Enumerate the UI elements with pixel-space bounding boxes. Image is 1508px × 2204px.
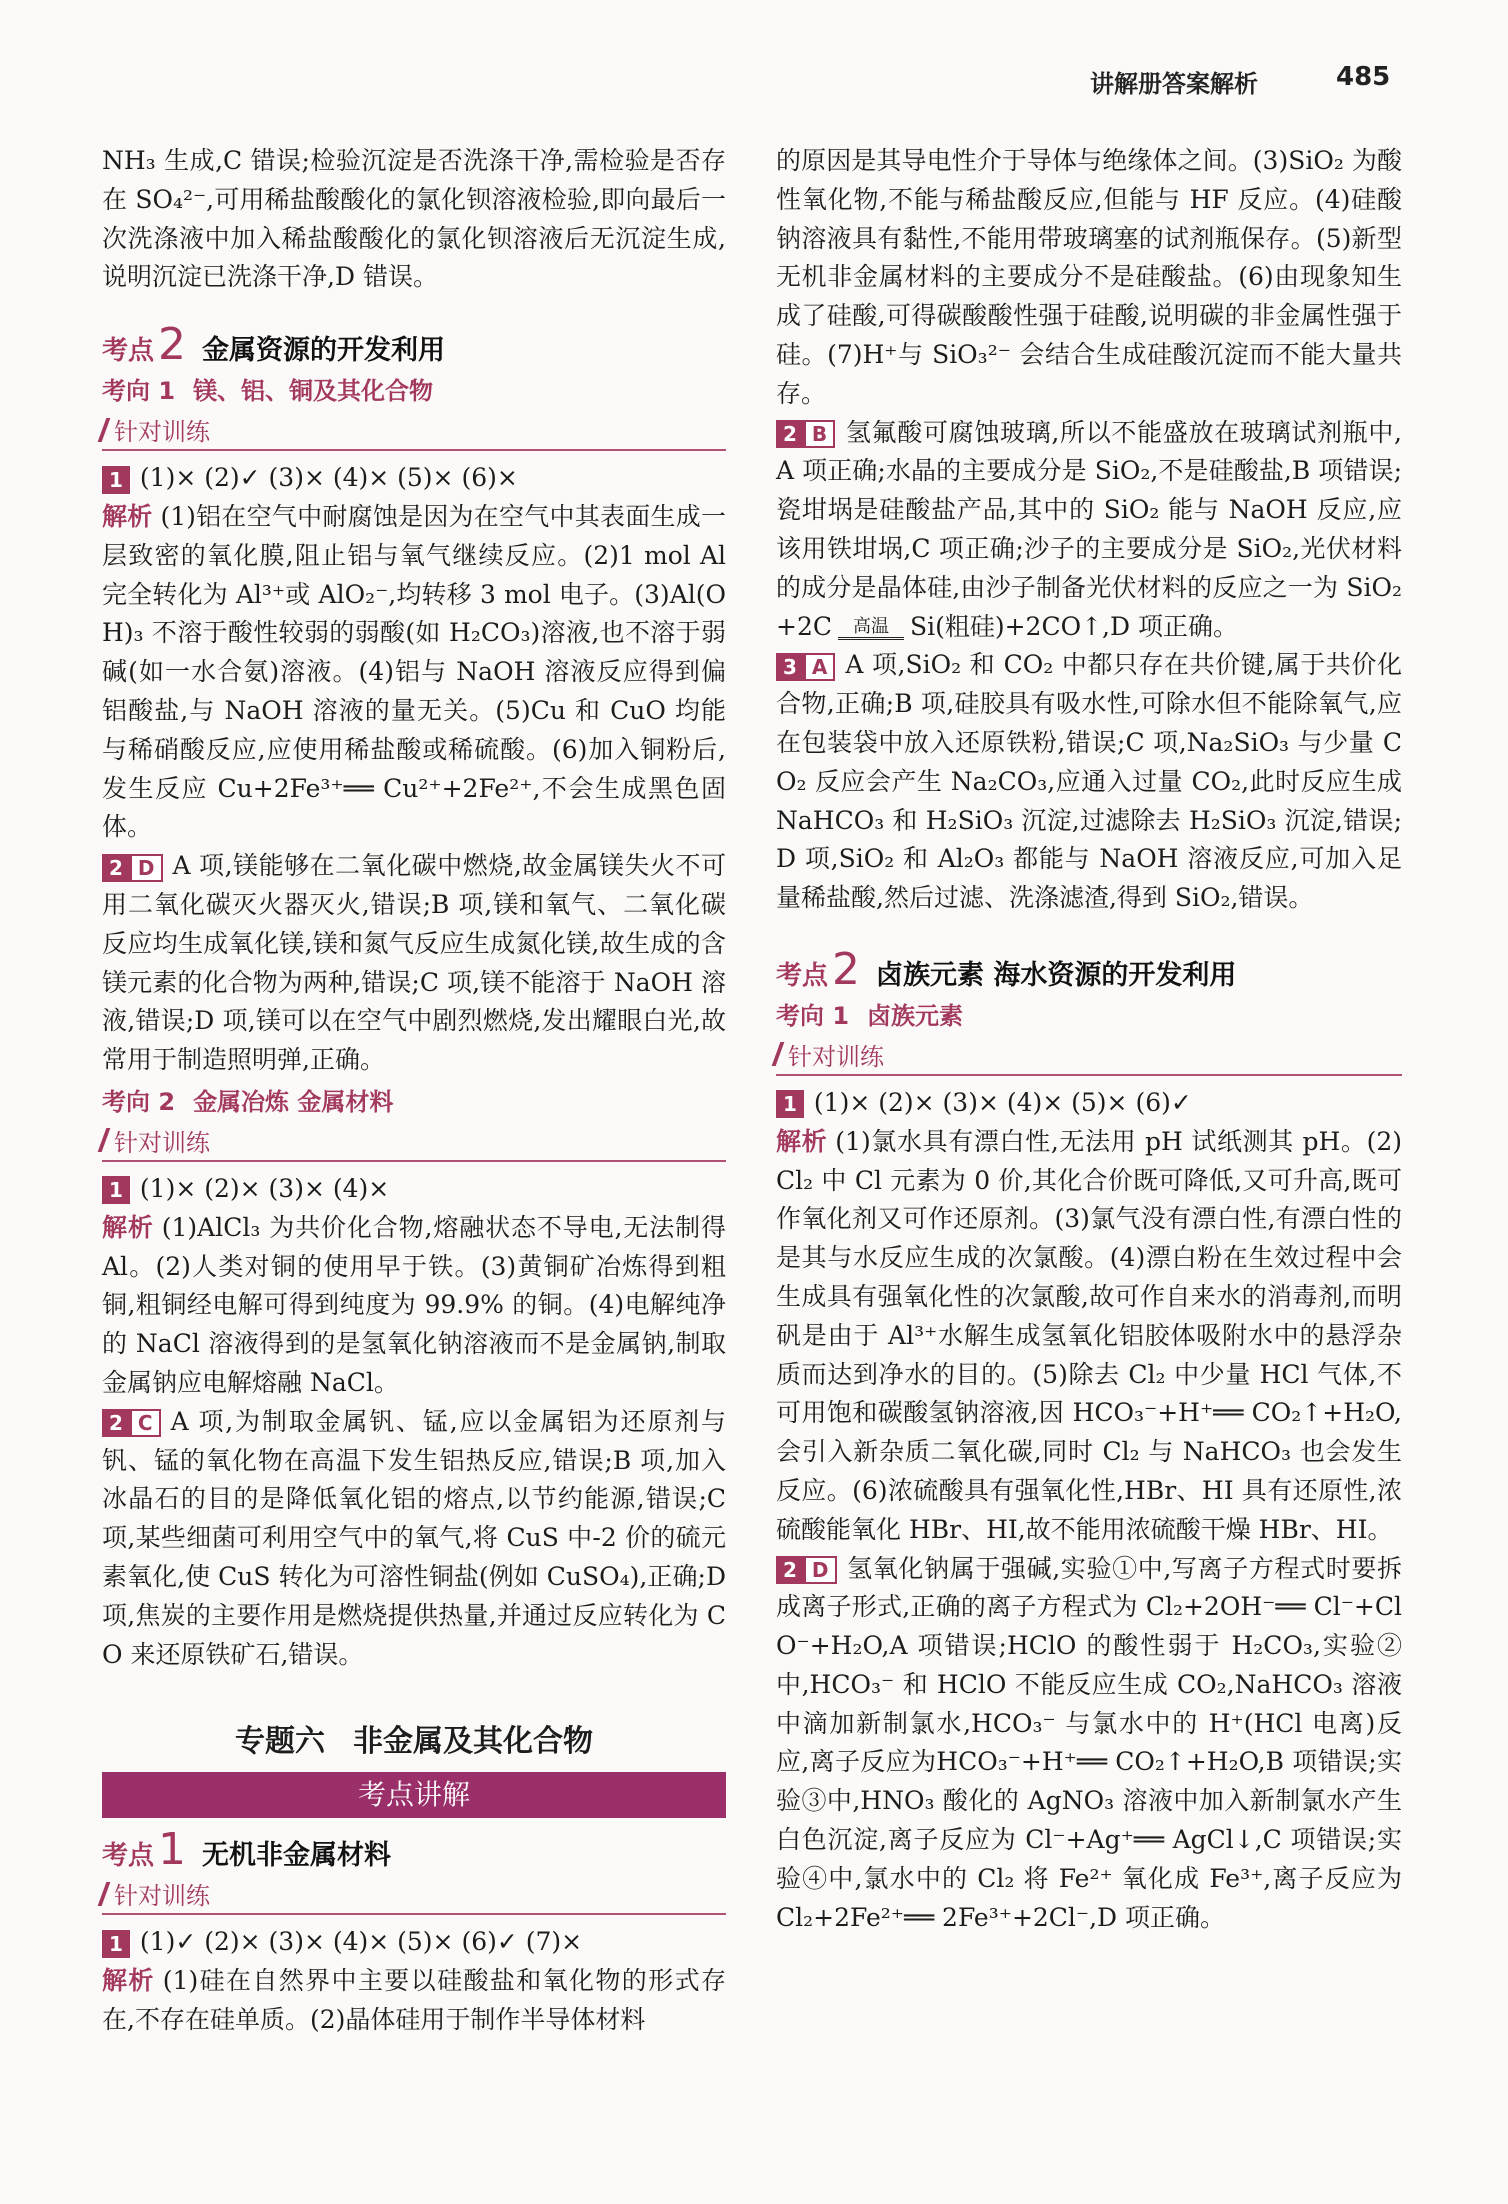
topic-number: 2	[832, 943, 861, 995]
question-badge	[102, 854, 163, 882]
question-badge	[102, 1176, 130, 1204]
topic-title: 卤族元素 海水资源的开发利用	[876, 959, 1237, 991]
training-heading	[776, 1037, 1402, 1076]
training-label: 针对训练	[788, 1042, 884, 1071]
answer-letter: C	[130, 1409, 161, 1437]
topic-tag: 考点	[102, 1841, 155, 1872]
direction-number: 考向 1	[776, 1001, 850, 1030]
question-text: A 项,镁能够在二氧化碳中燃烧,故金属镁失火不可用二氧化碳灭火器灭火,错误;B 项,镁和氧气、二氧化碳反应均生成氧化镁,镁和氮气反应生成氮化镁,故生成的含镁元素的化合物为两种,错误;C 项,镁不能溶于 NaOH 溶液,错误;D 项,镁可以在空气中剧烈燃烧,发出耀眼白光,故常用于制造照明弹,正确。	[102, 851, 726, 1075]
question-paragraph	[102, 847, 726, 1080]
topic-heading	[102, 1824, 726, 1876]
question-badge	[102, 1930, 130, 1958]
section-banner: 考点讲解	[102, 1772, 726, 1818]
answer-letter: D	[130, 854, 163, 882]
training-heading	[102, 1123, 726, 1162]
page-number: 485	[1336, 62, 1391, 92]
question-badge	[776, 1556, 837, 1584]
left-column	[102, 142, 726, 2040]
question-answers	[102, 459, 726, 498]
topic-title: 无机非金属材料	[202, 1840, 392, 1872]
special-topic-number: 专题六	[235, 1724, 325, 1760]
topic-heading	[776, 943, 1402, 995]
slash-icon	[98, 1128, 111, 1152]
answer-letter: A	[804, 653, 835, 681]
question-answers	[102, 1923, 726, 1962]
training-label: 针对训练	[114, 1882, 210, 1911]
question-paragraph	[776, 646, 1402, 918]
topic-tag: 考点	[102, 336, 155, 367]
question-badge	[776, 1090, 804, 1118]
question-text: A 项,为制取金属钒、锰,应以金属铝为还原剂与钒、锰的氧化物在高温下发生铝热反应,错误;B 项,加入冰晶石的目的是降低氧化铝的熔点,以节约能源,错误;C 项,某些细菌可利用空气中的氧气,将 CuS 中-2 价的硫元素氧化,使 CuS 转化为可溶性铜盐(例如 CuSO₄),正确;D 项,焦炭的主要作用是燃烧提供热量,并通过反应转化为 CO 来还原铁矿石,错误。	[102, 1406, 726, 1669]
explanation-text: (1)硅在自然界中主要以硅酸盐和氧化物的形式存在,不存在硅单质。(2)晶体硅用于制作半导体材料	[102, 1966, 726, 2034]
condition-label: 高温	[852, 615, 889, 637]
question-number: 1	[102, 466, 130, 494]
training-label: 针对训练	[114, 418, 210, 447]
question-number: 2	[102, 854, 130, 882]
question-number: 2	[776, 1556, 804, 1584]
direction-title: 卤族元素	[867, 1001, 964, 1030]
question-number: 1	[102, 1176, 130, 1204]
explanation-text: (1)铝在空气中耐腐蚀是因为在空气中其表面生成一层致密的氧化膜,阻止铝与氧气继续反应。(2)1 mol Al 完全转化为 Al³⁺或 AlO₂⁻,均转移 3 mol 电子。(3)Al(OH)₃ 不溶于酸性较弱的弱酸(如 H₂CO₃)溶液,也不溶于弱碱(如一水合氨)溶液。(4)铝与 NaOH 溶液反应得到偏铝酸盐,与 NaOH 溶液的量无关。(5)Cu 和 CuO 均能与稀硝酸反应,应使用稀盐酸或稀硫酸。(6)加入铜粉后,发生反应 Cu+2Fe³⁺══ Cu²⁺+2Fe²⁺,不会生成黑色固体。	[102, 501, 726, 842]
answer-letter: B	[804, 420, 835, 448]
reaction-condition	[838, 617, 904, 640]
explanation-text: (1)氯水具有漂白性,无法用 pH 试纸测其 pH。(2)Cl₂ 中 Cl 元素为 0 价,其化合价既可降低,又可升高,既可作氧化剂又可作还原剂。(3)氯气没有漂白性,有漂白性的是其与水反应生成的次氯酸。(4)漂白粉在生效过程中会生成具有强氧化性的次氯酸,故可作自来水的消毒剂,而明矾是由于 Al³⁺水解生成氢氧化铝胶体吸附水中的悬浮杂质而达到净水的目的。(5)除去 Cl₂ 中少量 HCl 气体,不可用饱和碳酸氢钠溶液,因 HCO₃⁻+H⁺══ CO₂↑+H₂O,会引入新杂质二氧化碳,同时 Cl₂ 与 NaHCO₃ 也会发生反应。(6)浓硫酸具有强氧化性,HBr、HI 具有还原性,浓硫酸能氧化 HBr、HI,故不能用浓硫酸干燥 HBr、HI。	[776, 1126, 1402, 1544]
answer-list: (1)✓ (2)× (3)× (4)× (5)× (6)✓ (7)×	[139, 1927, 583, 1957]
question-badge	[776, 653, 835, 681]
running-header: 讲解册答案解析	[1090, 70, 1258, 98]
direction-title: 金属冶炼 金属材料	[193, 1087, 394, 1116]
continued-paragraph: 的原因是其导电性介于导体与绝缘体之间。(3)SiO₂ 为酸性氧化物,不能与稀盐酸反应,但能与 HF 反应。(4)硅酸钠溶液具有黏性,不能用带玻璃塞的试剂瓶保存。(5)新型无机非金属材料的主要成分不是硅酸盐。(6)由现象知生成了硅酸,可得碳酸酸性强于硅酸,说明碳的非金属性强于硅。(7)H⁺与 SiO₃²⁻ 会结合生成硅酸沉淀而不能大量共存。	[776, 146, 1402, 408]
training-label: 针对训练	[114, 1128, 210, 1157]
question-number: 1	[102, 1930, 130, 1958]
explanation-paragraph	[102, 1962, 726, 2040]
topic-tag: 考点	[776, 960, 829, 991]
question-paragraph	[776, 414, 1402, 647]
slash-icon	[98, 418, 111, 442]
explanation-paragraph	[776, 1123, 1402, 1550]
direction-number: 考向 2	[102, 1087, 176, 1116]
explanation-label: 解析	[776, 1126, 828, 1156]
direction-heading	[102, 1082, 726, 1117]
direction-number: 考向 1	[102, 377, 176, 406]
question-badge	[776, 420, 835, 448]
question-number: 2	[776, 420, 804, 448]
explanation-paragraph	[102, 498, 726, 847]
intro-paragraph: NH₃ 生成,C 错误;检验沉淀是否洗涤干净,需检验是否存在 SO₄²⁻,可用稀盐酸酸化的氯化钡溶液检验,即向最后一次洗涤液中加入稀盐酸酸化的氯化钡溶液后无沉淀生成,说明沉淀已洗涤干净,D 错误。	[102, 146, 726, 292]
explanation-label: 解析	[102, 1966, 155, 1996]
direction-heading	[102, 371, 726, 406]
topic-number: 1	[158, 1824, 187, 1876]
question-badge	[102, 466, 130, 494]
question-paragraph	[102, 1403, 726, 1675]
topic-number: 2	[158, 319, 187, 371]
explanation-paragraph	[102, 1209, 726, 1403]
right-column	[776, 142, 1402, 1937]
question-badge	[102, 1409, 161, 1437]
special-topic-title	[102, 1716, 726, 1760]
direction-heading	[776, 996, 1402, 1031]
question-text-continued: Si(粗硅)+2CO↑,D 项正确。	[909, 611, 1238, 641]
question-answers	[776, 1084, 1402, 1123]
question-text: 氢氟酸可腐蚀玻璃,所以不能盛放在玻璃试剂瓶中,A 项正确;水晶的主要成分是 SiO₂,不是硅酸盐,B 项错误;瓷坩埚是硅酸盐产品,其中的 SiO₂ 能与 NaOH 反应,应该用铁坩埚,C 项正确;沙子的主要成分是 SiO₂,光伏材料的成分是晶体硅,由沙子制备光伏材料的反应之一为 SiO₂+2C	[776, 417, 1402, 641]
question-number: 1	[776, 1090, 804, 1118]
slash-icon	[772, 1042, 785, 1066]
answer-list: (1)× (2)× (3)× (4)× (5)× (6)✓	[813, 1087, 1192, 1117]
training-heading	[102, 412, 726, 451]
answer-list: (1)× (2)× (3)× (4)×	[139, 1173, 390, 1203]
question-text: 氢氧化钠属于强碱,实验①中,写离子方程式时要拆成离子形式,正确的离子方程式为 Cl₂+2OH⁻══ Cl⁻+ClO⁻+H₂O,A 项错误;HClO 的酸性弱于 H₂CO₃,实验②中,HCO₃⁻ 和 HClO 不能反应生成 CO₂,NaHCO₃ 溶液中滴加新制氯水,HCO₃⁻ 与氯水中的 H⁺(HCl 电离)反应,离子反应为HCO₃⁻+H⁺══ CO₂↑+H₂O,B 项错误;实验③中,HNO₃ 酸化的 AgNO₃ 溶液中加入新制氯水产生白色沉淀,离子反应为 Cl⁻+Ag⁺══ AgCl↓,C 项错误;实验④中,氯水中的 Cl₂ 将 Fe²⁺ 氧化成 Fe³⁺,离子反应为 Cl₂+2Fe²⁺══ 2Fe³⁺+2Cl⁻,D 项正确。	[776, 1553, 1402, 1932]
training-heading	[102, 1876, 726, 1915]
topic-heading	[102, 319, 726, 371]
question-text: A 项,SiO₂ 和 CO₂ 中都只存在共价键,属于共价化合物,正确;B 项,硅胶具有吸水性,可除水但不能除氧气,应在包装袋中放入还原铁粉,错误;C 项,Na₂SiO₃ 与少量 CO₂ 反应会产生 Na₂CO₃,应通入过量 CO₂,此时反应生成 NaHCO₃ 和 H₂SiO₃ 沉淀,过滤除去 H₂SiO₃ 沉淀,错误;D 项,SiO₂ 和 Al₂O₃ 都能与 NaOH 溶液反应,可加入足量稀盐酸,然后过滤、洗涤滤渣,得到 SiO₂,错误。	[776, 650, 1402, 913]
special-topic-name: 非金属及其化合物	[353, 1724, 593, 1760]
explanation-text: (1)AlCl₃ 为共价化合物,熔融状态不导电,无法制得 Al。(2)人类对铜的使用早于铁。(3)黄铜矿冶炼得到粗铜,粗铜经电解可得到纯度为 99.9% 的铜。(4)电解纯净的 NaCl 溶液得到的是氢氧化钠溶液而不是金属钠,制取金属钠应电解熔融 NaCl。	[102, 1212, 726, 1397]
question-number: 2	[102, 1409, 130, 1437]
question-answers	[102, 1170, 726, 1209]
question-number: 3	[776, 653, 804, 681]
slash-icon	[98, 1882, 111, 1906]
answer-list: (1)× (2)✓ (3)× (4)× (5)× (6)×	[139, 463, 518, 493]
answer-letter: D	[804, 1556, 837, 1584]
equals-bar	[838, 637, 904, 640]
explanation-label: 解析	[102, 501, 153, 531]
topic-title: 金属资源的开发利用	[202, 335, 446, 367]
direction-title: 镁、铝、铜及其化合物	[193, 377, 434, 406]
explanation-label: 解析	[102, 1212, 154, 1242]
question-paragraph	[776, 1550, 1402, 1938]
